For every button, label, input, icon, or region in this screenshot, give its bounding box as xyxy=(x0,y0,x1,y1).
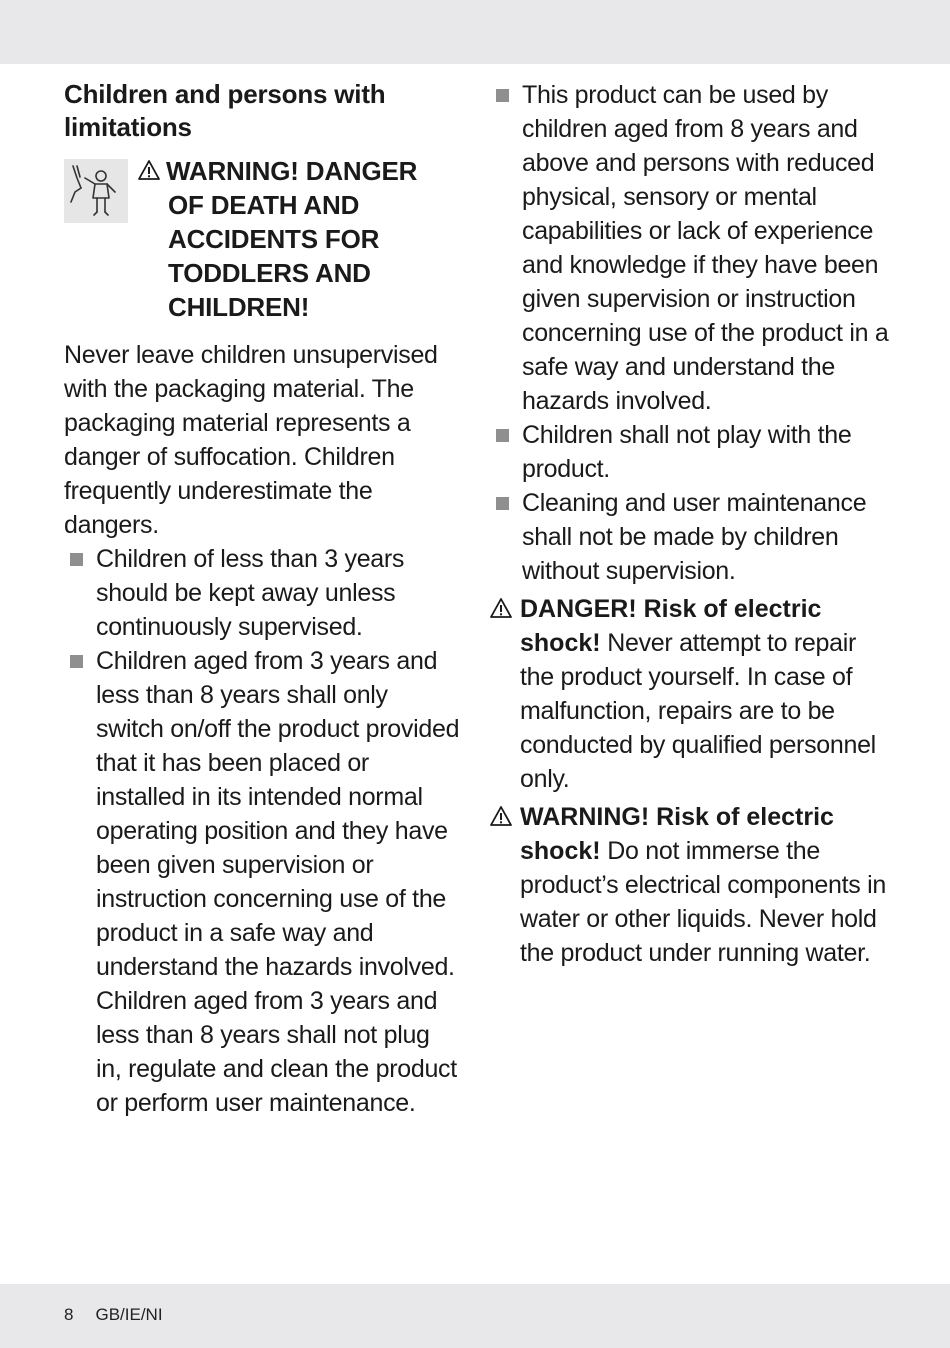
list-item-text: Children shall not play with the product. xyxy=(522,421,852,483)
intro-paragraph: Never leave children unsupervised with the packaging material. The packaging material represents a danger of suffocation. Children frequently underestimate the dangers. xyxy=(64,341,438,539)
continuation-paragraph: Children aged from 3 years and less than 8 years shall not plug in, regulate and clean the product or perform user maintenance. xyxy=(96,987,457,1117)
warning-line-5: CHILDREN! xyxy=(168,292,310,322)
warning-label: WARNING! Risk of electric shock! xyxy=(520,803,834,865)
list-item-text: Children of less than 3 years should be kept away unless continuously supervised. xyxy=(96,545,405,641)
warning-line-2: OF DEATH AND xyxy=(168,190,360,220)
danger-notice xyxy=(490,592,890,796)
warning-heading xyxy=(138,154,417,324)
list-item xyxy=(64,644,460,984)
footer xyxy=(64,1305,163,1325)
warning-triangle-icon xyxy=(138,159,160,181)
warning-triangle-icon xyxy=(490,805,512,827)
square-bullet-icon xyxy=(70,553,83,566)
square-bullet-icon xyxy=(496,89,509,102)
section-heading: Children and persons with limitations xyxy=(64,79,386,142)
danger-label: DANGER! Risk of electric shock! xyxy=(520,595,822,657)
warning-line-3: ACCIDENTS FOR xyxy=(168,224,380,254)
header-band xyxy=(0,0,950,64)
warning-line-text: WARNING! DANGER xyxy=(166,156,418,186)
page-number: 8 xyxy=(64,1305,74,1324)
warning-notice xyxy=(490,800,890,970)
list-item xyxy=(490,78,890,418)
list-item-text: This product can be used by children aged from 8 years and above and persons with reduced physical, sensory or mental capabilities or lack of experience and knowledge if they have been given supervision or instruction concerning use of the product in a safe way and understand the hazards involved. xyxy=(522,81,889,415)
list-item xyxy=(490,418,890,486)
square-bullet-icon xyxy=(496,497,509,510)
children-warning xyxy=(64,154,460,324)
danger-text: Never attempt to repair the product yourself. In case of malfunction, repairs are to be conducted by qualified personnel only. xyxy=(520,629,876,793)
left-bullet-list xyxy=(64,542,460,984)
right-body xyxy=(490,78,890,970)
square-bullet-icon xyxy=(496,429,509,442)
list-item-text: Children aged from 3 years and less than 8 years shall only switch on/off the product provided that it has been placed or installed in its intended normal operating position and they have been given supervision or instruction concerning use of the product in a safe way and understand the hazards involved. xyxy=(96,647,460,981)
warning-triangle-icon xyxy=(490,597,512,619)
left-column xyxy=(64,78,460,1120)
list-item xyxy=(490,486,890,588)
warning-line-4: TODDLERS AND xyxy=(168,258,371,288)
warning-text: Do not immerse the product’s electrical components in water or other liquids. Never hold the product under running water. xyxy=(520,837,886,967)
left-body xyxy=(64,338,460,1120)
child-pictogram-icon xyxy=(64,159,128,223)
list-item-text: Cleaning and user maintenance shall not be made by children without supervision. xyxy=(522,489,867,585)
square-bullet-icon xyxy=(70,655,83,668)
warning-line-1 xyxy=(138,154,417,188)
list-item xyxy=(64,542,460,644)
right-column xyxy=(490,78,890,970)
right-bullet-list xyxy=(490,78,890,588)
region-label: GB/IE/NI xyxy=(95,1305,163,1324)
